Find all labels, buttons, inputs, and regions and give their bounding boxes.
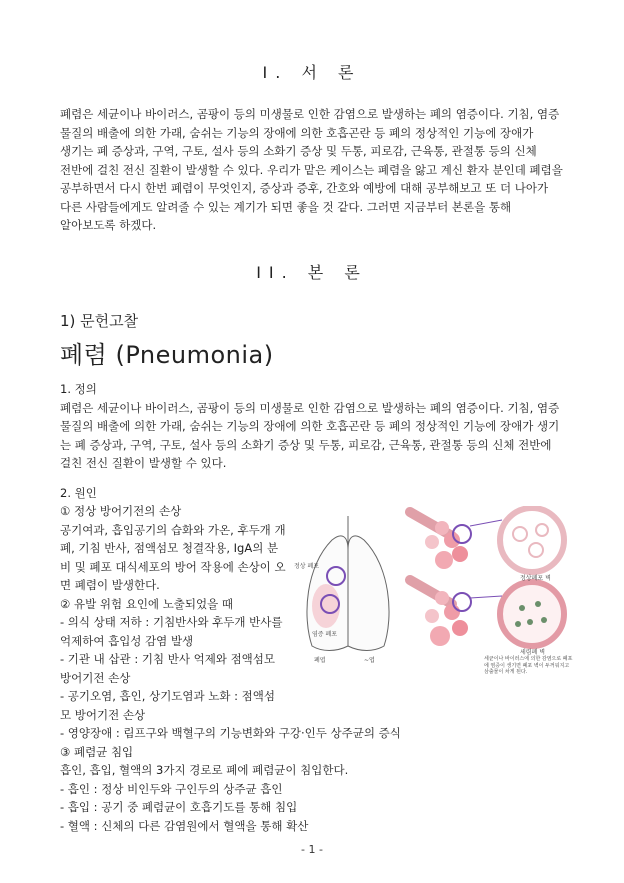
- cause-line: - 흡인 : 정상 비인두와 구인두의 상주균 흡인: [60, 781, 283, 796]
- bronchiole-cluster-top: [410, 512, 471, 569]
- definition-line: 걸친 전신 질환이 발생할 수 있다.: [60, 456, 227, 470]
- cause-line: - 기관 내 삽관 : 기침 반사 억제와 점액섬모: [60, 652, 276, 666]
- cause-line: 모 방어기전 손상: [60, 707, 146, 722]
- inflamed-alveoli-circle: [470, 582, 564, 646]
- cause-line: 흡인, 흡입, 혈액의 3가지 경로로 폐에 폐렴균이 침입한다.: [60, 763, 349, 777]
- intro-line: 물질의 배출에 의한 가래, 숨쉬는 기능의 장애에 의한 호흡곤란 등 폐의 정상적인 기능에 장애가: [60, 125, 534, 140]
- intro-line: 공부하면서 다시 한번 폐렴이 무엇인지, 증상과 증후, 간호와 예방에 대해 공부해보고 또 더 나아가: [60, 181, 549, 195]
- figure-caption: 세균이나 바이러스에 의한 감염으로 폐포에 염증이 생기면 폐포 벽이 두꺼워지고 삼출물이 차게 된다.: [484, 656, 573, 675]
- label-upper: 정상 폐포: [294, 563, 320, 570]
- definition-line: 폐렴은 세균이나 바이러스, 곰팡이 등의 미생물로 인한 감염으로 발생하는 폐의 염증이다. 기침, 염증: [60, 400, 560, 415]
- bronchiole-cluster-bottom: [410, 580, 471, 646]
- intro-line: 알아보도록 하겠다.: [60, 218, 157, 232]
- topic-title: 폐렴 (Pneumonia): [60, 341, 274, 369]
- body-heading: II. 본 론: [256, 263, 368, 282]
- definition-line: 는 폐 증상과, 구역, 구토, 설사 등의 소화기 증상 및 두통, 피로감, 근육통, 관절통 등의 신체 전반에: [60, 437, 552, 452]
- intro-heading: I. 서 론: [262, 63, 362, 82]
- intro-paragraph: [60, 105, 570, 235]
- label-normal: 정상폐포 벽: [520, 575, 551, 582]
- definition-label: 1. 정의: [60, 382, 97, 396]
- cause-line: 방어기전 손상: [60, 670, 131, 685]
- intro-line: 생기는 폐 증상과, 구역, 구토, 설사 등의 소화기 증상 및 두통, 피로감, 근육통, 관절통 등의 신체: [60, 144, 537, 158]
- cause-line: 비 및 폐포 대식세포의 방어 작용에 손상이 오: [60, 559, 286, 574]
- label-left-bottom: 폐엽: [314, 657, 326, 664]
- cause-line: - 공기오염, 흡인, 상기도염과 노화 : 점액섬: [60, 689, 276, 703]
- cause-line: ② 유발 위험 요인에 노출되었을 때: [60, 596, 234, 611]
- cause-line: - 의식 상태 저하 : 기침반사와 후두개 반사를: [60, 615, 283, 629]
- cause-line: - 영양장애 : 림프구와 백혈구의 기능변화와 구강·인두 상주균의 증식: [60, 726, 401, 740]
- definition-line: 물질의 배출에 의한 가래, 숨쉬는 기능의 장애에 의한 호흡곤란 등 폐의 정상적인 기능에 장애가 생기: [60, 419, 560, 433]
- cause-line: 공기여과, 흡입공기의 습화와 가온, 후두개 개: [60, 522, 286, 537]
- cause-line: ① 정상 방어기전의 손상: [60, 504, 182, 518]
- cause-line: ③ 폐렴균 침입: [60, 744, 134, 759]
- pneumonia-illustration: [292, 506, 574, 686]
- cause-line: 억제하여 흡입성 감염 발생: [60, 633, 194, 648]
- cause-line: 폐, 기침 반사, 점액섬모 청결작용, IgA의 분: [60, 541, 279, 555]
- cause-left-column: [60, 502, 300, 724]
- intro-line: 다른 사람들에게도 알려줄 수 있는 계기가 되면 좋을 것 같다. 그러면 지금부터 본론을 통해: [60, 199, 512, 214]
- cause-line: - 흡입 : 공기 중 폐렴균이 호흡기도를 통해 침입: [60, 800, 298, 814]
- cause-label: 2. 원인: [60, 486, 97, 500]
- label-inflamed: 세렴폐 벽: [520, 649, 546, 656]
- definition-block: [60, 380, 580, 473]
- intro-line: 폐렴은 세균이나 바이러스, 곰팡이 등의 미생물로 인한 감염으로 발생하는 폐의 염증이다. 기침, 염증: [60, 107, 560, 121]
- inflamed-area: [312, 584, 340, 628]
- label-lower: 염증 폐포: [312, 631, 338, 638]
- normal-alveoli-circle: [470, 508, 564, 572]
- label-right-bottom: ~엽: [364, 657, 375, 664]
- section-title: 1) 문헌고찰: [60, 312, 139, 330]
- cause-line: - 혈액 : 신체의 다른 감염원에서 혈액을 통해 확산: [60, 818, 309, 833]
- intro-line: 전반에 걸친 전신 질환이 발생할 수 있다. 우리가 맡은 케이스는 폐렴을 앓고 계신 환자 분인데 폐렴을: [60, 162, 563, 177]
- cause-full-width: [60, 724, 580, 835]
- page-number: - 1 -: [301, 843, 323, 856]
- cause-line: 면 폐렴이 발생한다.: [60, 578, 160, 592]
